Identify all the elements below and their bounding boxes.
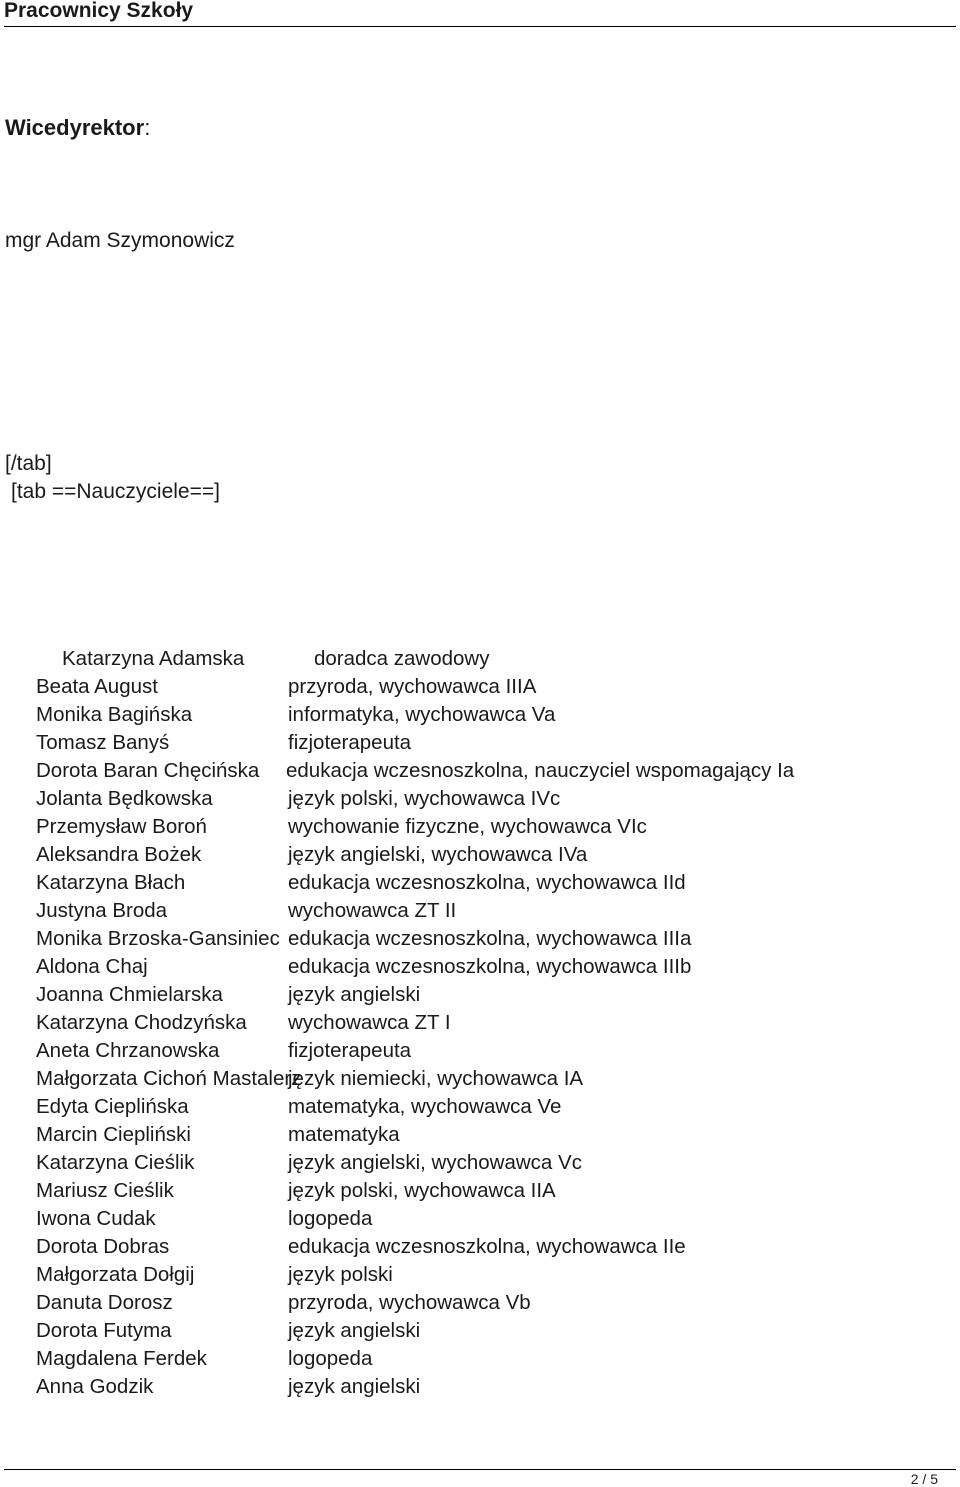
- staff-role: logopeda: [288, 1207, 373, 1230]
- staff-role: informatyka, wychowawca Va: [288, 703, 556, 726]
- staff-role: język niemiecki, wychowawca IA: [288, 1067, 584, 1090]
- staff-name: Monika Bagińska: [36, 703, 193, 726]
- vice-director-name: mgr Adam Szymonowicz: [5, 229, 235, 252]
- staff-row: [0, 1149, 960, 1177]
- staff-name: Aneta Chrzanowska: [36, 1039, 220, 1062]
- staff-row: [0, 1205, 960, 1233]
- staff-name: Małgorzata Cichoń Mastalerz: [36, 1067, 302, 1090]
- staff-role: język angielski: [288, 983, 421, 1006]
- staff-name: Katarzyna Chodzyńska: [36, 1011, 247, 1034]
- staff-name: Katarzyna Cieślik: [36, 1151, 195, 1174]
- staff-row: [0, 1289, 960, 1317]
- staff-role: język polski: [288, 1263, 393, 1286]
- staff-name: Tomasz Banyś: [36, 731, 170, 754]
- staff-row: [0, 1233, 960, 1261]
- staff-row: [0, 869, 960, 897]
- vice-director-label-colon: :: [144, 115, 151, 140]
- staff-row: [0, 701, 960, 729]
- staff-role: edukacja wczesnoszkolna, wychowawca IIIb: [288, 955, 692, 978]
- staff-row: [0, 645, 960, 673]
- staff-role: język angielski, wychowawca Vc: [288, 1151, 582, 1174]
- staff-row: [0, 729, 960, 757]
- staff-role: edukacja wczesnoszkolna, wychowawca IId: [288, 871, 686, 894]
- staff-row: [0, 897, 960, 925]
- staff-row: [0, 1093, 960, 1121]
- staff-role: matematyka, wychowawca Ve: [288, 1095, 562, 1118]
- staff-row: [0, 757, 960, 785]
- staff-row: [0, 953, 960, 981]
- staff-role: wychowanie fizyczne, wychowawca VIc: [288, 815, 647, 838]
- tab-open-markup: [tab ==Nauczyciele==]: [11, 480, 220, 503]
- staff-row: [0, 1317, 960, 1345]
- staff-name: Iwona Cudak: [36, 1207, 156, 1230]
- staff-name: Danuta Dorosz: [36, 1291, 173, 1314]
- staff-name: Justyna Broda: [36, 899, 168, 922]
- staff-row: [0, 925, 960, 953]
- staff-name: Aleksandra Bożek: [36, 843, 202, 866]
- staff-row: [0, 1065, 960, 1093]
- staff-role: język polski, wychowawca IVc: [288, 787, 561, 810]
- staff-role: język polski, wychowawca IIA: [288, 1179, 556, 1202]
- staff-row: [0, 841, 960, 869]
- header-divider: [4, 26, 956, 27]
- staff-name: Katarzyna Błach: [36, 871, 186, 894]
- staff-role: matematyka: [288, 1123, 400, 1146]
- staff-row: [0, 1345, 960, 1373]
- staff-name: Przemysław Boroń: [36, 815, 207, 838]
- staff-role: edukacja wczesnoszkolna, nauczyciel wspomagający Ia: [286, 759, 795, 782]
- staff-role: fizjoterapeuta: [288, 1039, 412, 1062]
- staff-name: Małgorzata Dołgij: [36, 1263, 195, 1286]
- staff-row: [0, 1177, 960, 1205]
- staff-role: edukacja wczesnoszkolna, wychowawca IIIa: [288, 927, 692, 950]
- staff-row: [0, 1261, 960, 1289]
- staff-row: [0, 785, 960, 813]
- staff-row: [0, 1121, 960, 1149]
- footer-divider: [4, 1469, 956, 1470]
- staff-name: Magdalena Ferdek: [36, 1347, 207, 1370]
- staff-name: Dorota Dobras: [36, 1235, 170, 1258]
- staff-role: język angielski: [288, 1375, 421, 1398]
- staff-name: Anna Godzik: [36, 1375, 154, 1398]
- staff-role: logopeda: [288, 1347, 373, 1370]
- staff-role: fizjoterapeuta: [288, 731, 412, 754]
- staff-name: Mariusz Cieślik: [36, 1179, 174, 1202]
- page-number: 2 / 5: [910, 1471, 938, 1487]
- staff-name: Jolanta Będkowska: [36, 787, 213, 810]
- vice-director-label: Wicedyrektor: [5, 115, 145, 140]
- vice-director-heading: [5, 115, 150, 141]
- staff-role: wychowawca ZT I: [288, 1011, 451, 1034]
- staff-role: język angielski: [288, 1319, 421, 1342]
- staff-name: Edyta Cieplińska: [36, 1095, 189, 1118]
- staff-row: [0, 813, 960, 841]
- staff-row: [0, 981, 960, 1009]
- staff-name: Dorota Baran Chęcińska: [36, 759, 260, 782]
- page-title: Pracownicy Szkoły: [4, 0, 194, 22]
- tab-close-markup: [/tab]: [5, 452, 52, 475]
- staff-role: doradca zawodowy: [314, 647, 490, 670]
- staff-role: język angielski, wychowawca IVa: [288, 843, 588, 866]
- staff-name: Marcin Ciepliński: [36, 1123, 191, 1146]
- staff-role: wychowawca ZT II: [288, 899, 457, 922]
- staff-name: Aldona Chaj: [36, 955, 148, 978]
- staff-name: Monika Brzoska-Gansiniec: [36, 927, 280, 950]
- staff-role: przyroda, wychowawca IIIA: [288, 675, 537, 698]
- staff-name: Katarzyna Adamska: [62, 647, 245, 670]
- staff-row: [0, 673, 960, 701]
- staff-role: edukacja wczesnoszkolna, wychowawca IIe: [288, 1235, 686, 1258]
- staff-row: [0, 1037, 960, 1065]
- staff-name: Joanna Chmielarska: [36, 983, 223, 1006]
- staff-role: przyroda, wychowawca Vb: [288, 1291, 531, 1314]
- staff-row: [0, 1009, 960, 1037]
- staff-name: Beata August: [36, 675, 158, 698]
- staff-name: Dorota Futyma: [36, 1319, 172, 1342]
- staff-row: [0, 1373, 960, 1401]
